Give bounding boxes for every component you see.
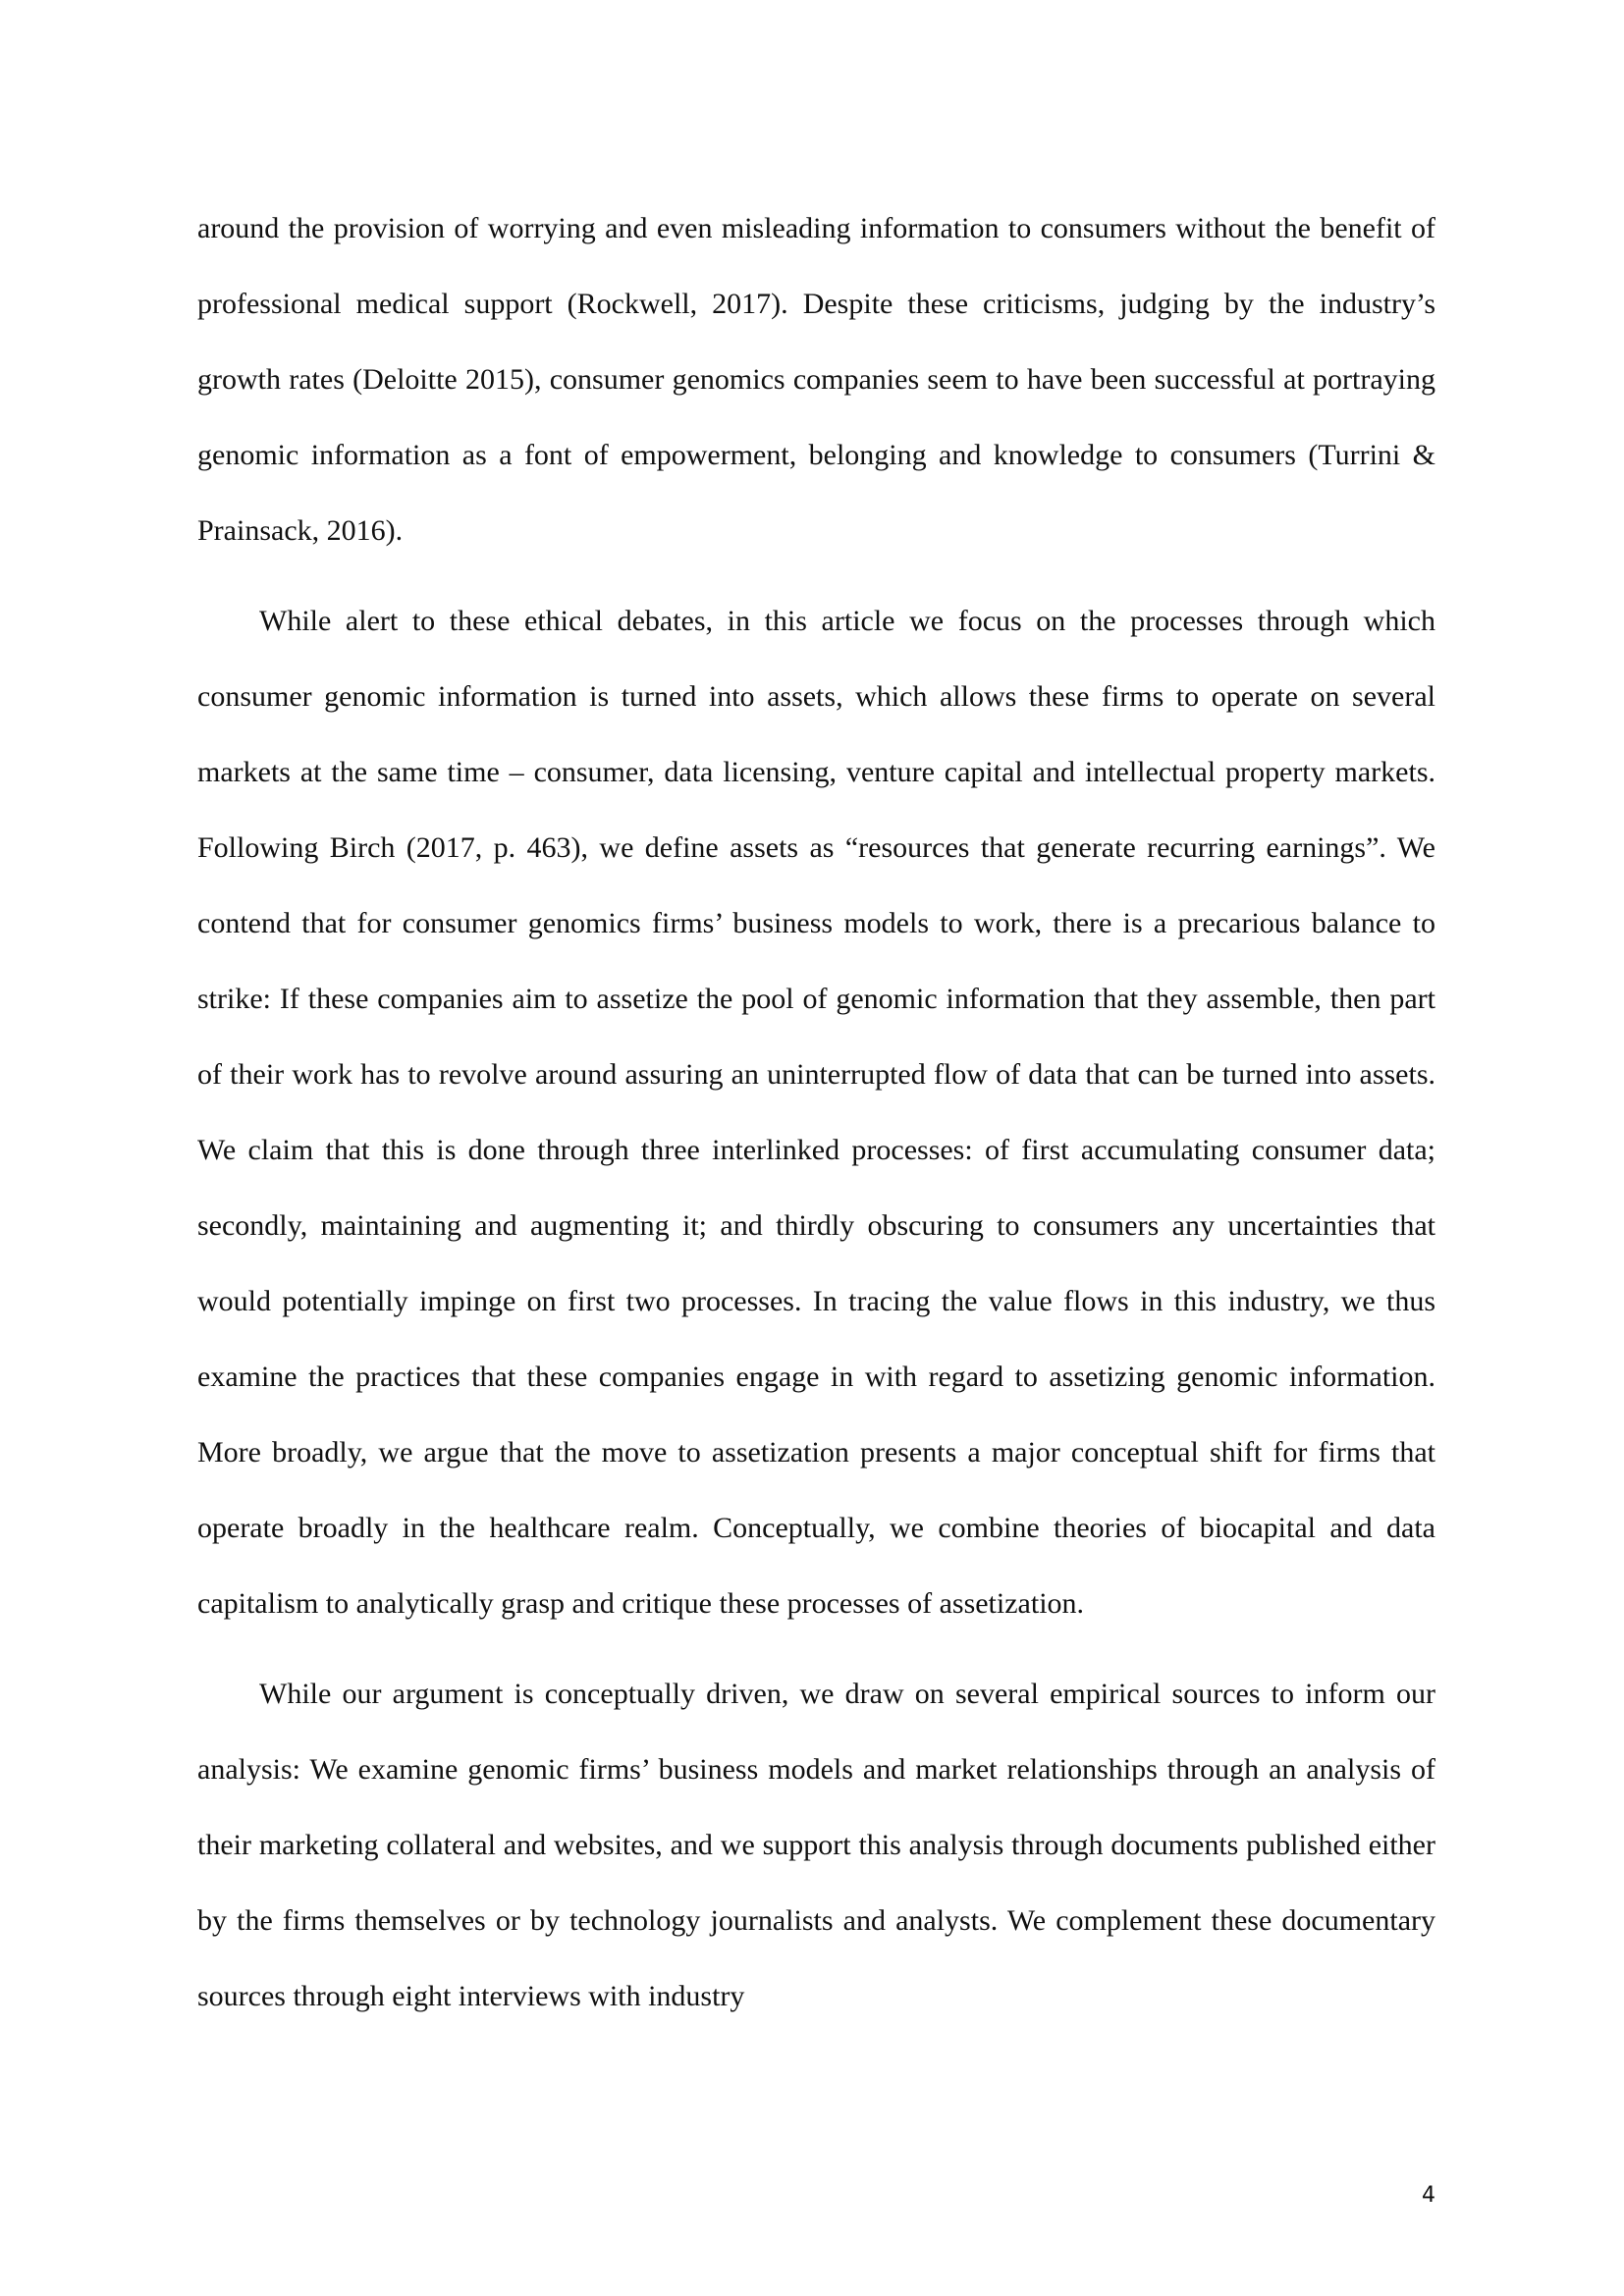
paragraph: While alert to these ethical debates, in this article we focus on the processes through which consumer genomic information is turned into assets, which allows these firms to operate on several markets at the same time – consumer, data licensing, venture capital and intellectual property markets. Following Birch (2017, p. 463), we define assets as “resources that generate recurring earnings”. We contend that for consumer genomics firms’ business models to work, there is a precarious balance to strike: If these companies aim to assetize the pool of genomic information that they assemble, then part of their work has to revolve around assuring an uninterrupted flow of data that can be turned into assets. We claim that this is done through three interlinked processes: of first accumulating consumer data; secondly, maintaining and augmenting it; and thirdly obscuring to consumers any uncertainties that would potentially impinge on first two processes. In tracing the value flows in this industry, we thus examine the practices that these companies engage in with regard to assetizing genomic information. More broadly, we argue that the move to assetization presents a major conceptual shift for firms that operate broadly in the healthcare realm. Conceptually, we combine theories of biocapital and data capitalism to analytically grasp and critique these processes of assetization. [197, 605, 1435, 1620]
body-text [197, 190, 1435, 2034]
paragraph: While our argument is conceptually driven, we draw on several empirical sources to inform our analysis: We examine genomic firms’ business models and market relationships through an analysis of their marketing collateral and websites, and we support this analysis through documents published either by the firms themselves or by technology journalists and analysts. We complement these documentary sources through eight interviews with industry [197, 1678, 1435, 2012]
paragraph: around the provision of worrying and even misleading information to consumers without the benefit of professional medical support (Rockwell, 2017). Despite these criticisms, judging by the industry’s growth rates (Deloitte 2015), consumer genomics companies seem to have been successful at portraying genomic information as a font of empowerment, belonging and knowledge to consumers (Turrini & Prainsack, 2016). [197, 212, 1435, 547]
page-number: 4 [1422, 2183, 1435, 2208]
